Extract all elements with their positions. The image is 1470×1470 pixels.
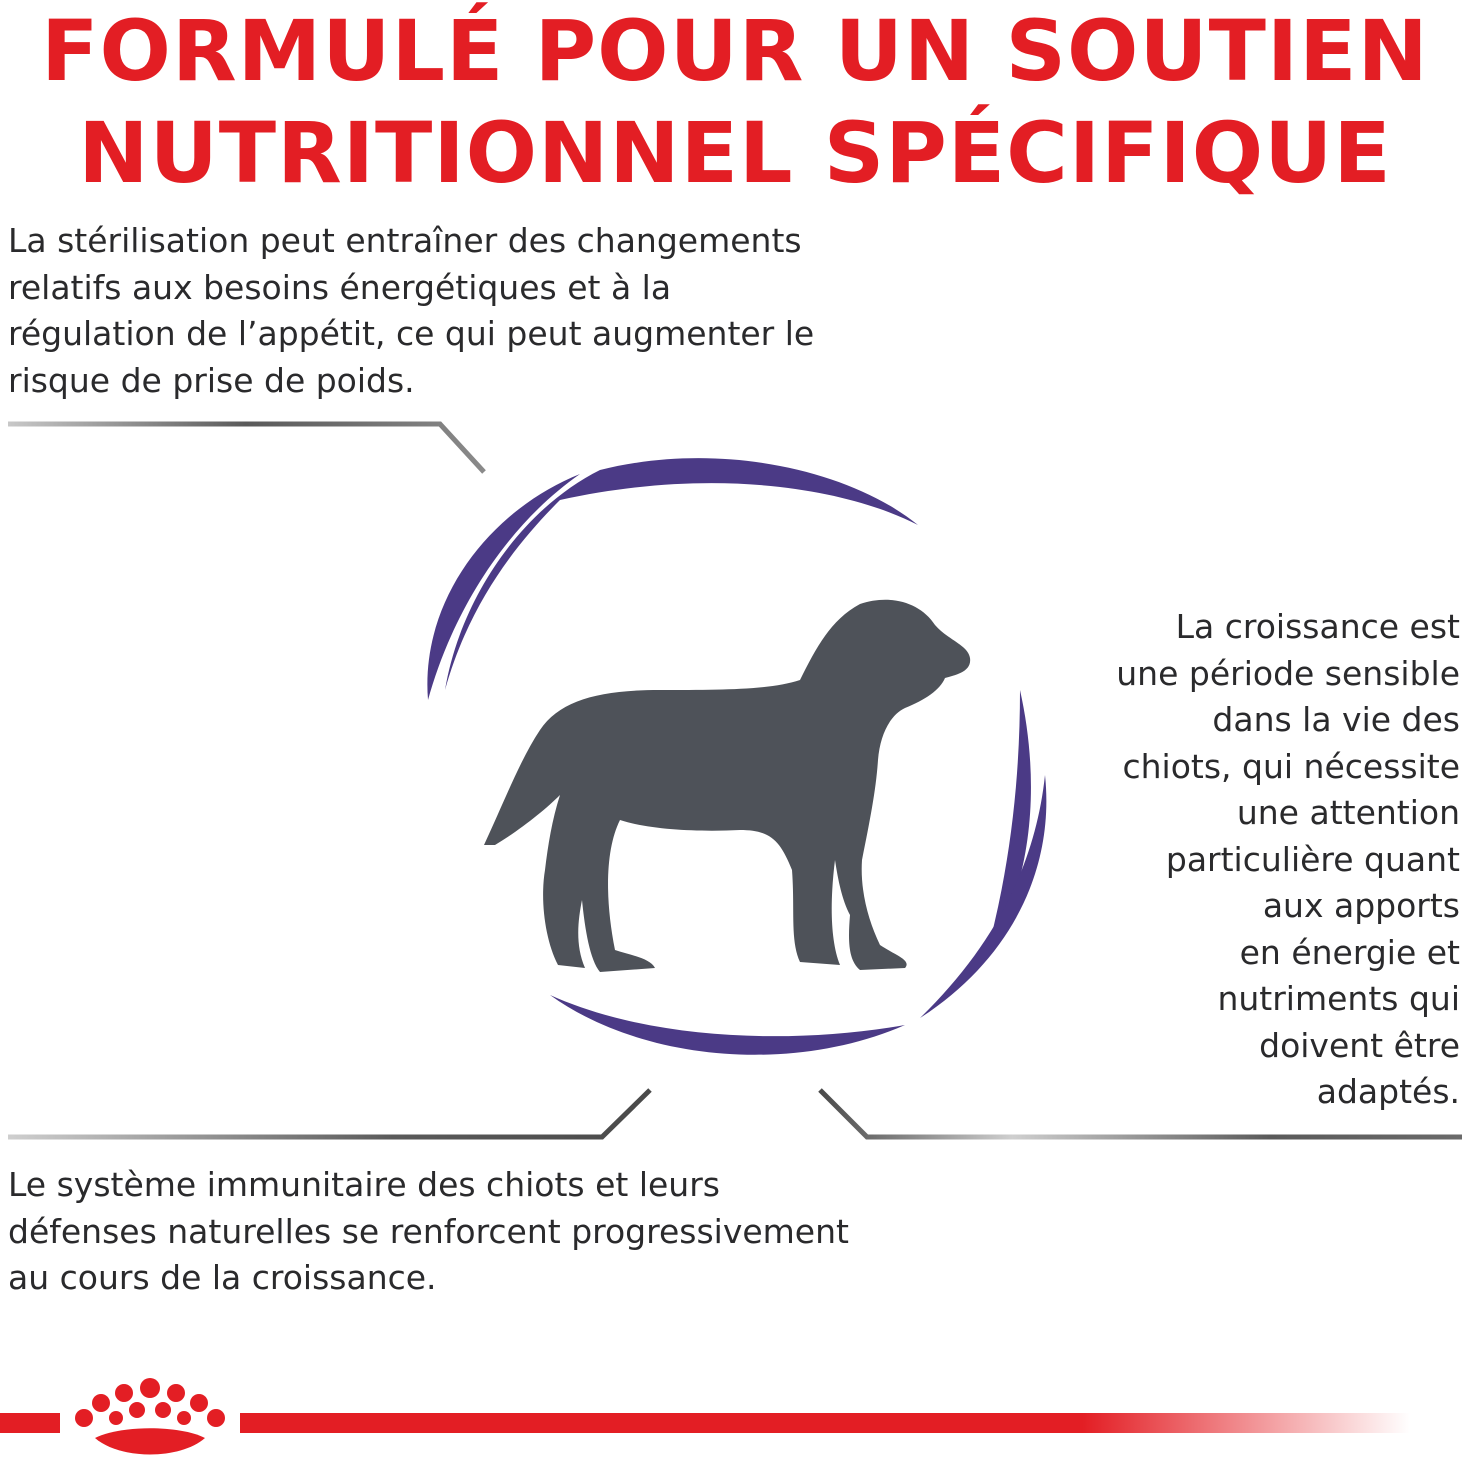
headline-line-2: NUTRITIONNEL SPÉCIFIQUE	[78, 104, 1392, 202]
callout-line: La stérilisation peut entraîner des changements	[8, 221, 802, 260]
headline-line-1: FORMULÉ POUR UN SOUTIEN	[41, 2, 1429, 100]
callout-line: risque de prise de poids.	[8, 360, 415, 400]
puppy-silhouette-icon	[484, 600, 970, 972]
callout-line-top	[8, 424, 484, 472]
callout-line-bottom-right	[820, 1090, 1462, 1137]
callout-line: en énergie et	[1239, 932, 1460, 972]
callout-line-bottom-left	[8, 1090, 650, 1137]
callout-line: nutriments qui	[1217, 979, 1460, 1018]
royal-canin-crown-icon	[75, 1378, 225, 1455]
callout-line: défenses naturelles se renforcent progressivement	[8, 1211, 849, 1251]
callout-line: doivent être	[1259, 1025, 1460, 1065]
callout-line: chiots, qui nécessite	[1122, 746, 1460, 786]
arc-bottom	[550, 995, 905, 1055]
callout-line: particulière quant	[1165, 839, 1460, 879]
callout-line: relatifs aux besoins énergétiques et à la	[8, 267, 672, 307]
callout-line: une attention	[1236, 793, 1460, 832]
callout-line: dans la vie des	[1212, 700, 1460, 739]
callout-line: au cours de la croissance.	[8, 1258, 437, 1297]
callout-line: aux apports	[1262, 886, 1460, 925]
callout-line: une période sensible	[1116, 653, 1460, 693]
callout-line: Le système immunitaire des chiots et leurs	[8, 1165, 720, 1204]
callout-line: adaptés.	[1316, 1072, 1460, 1111]
callout-line: La croissance est	[1175, 607, 1460, 646]
callout-line: régulation de l’appétit, ce qui peut augmenter le	[8, 314, 815, 353]
footer-brand-bar	[0, 1378, 1410, 1455]
